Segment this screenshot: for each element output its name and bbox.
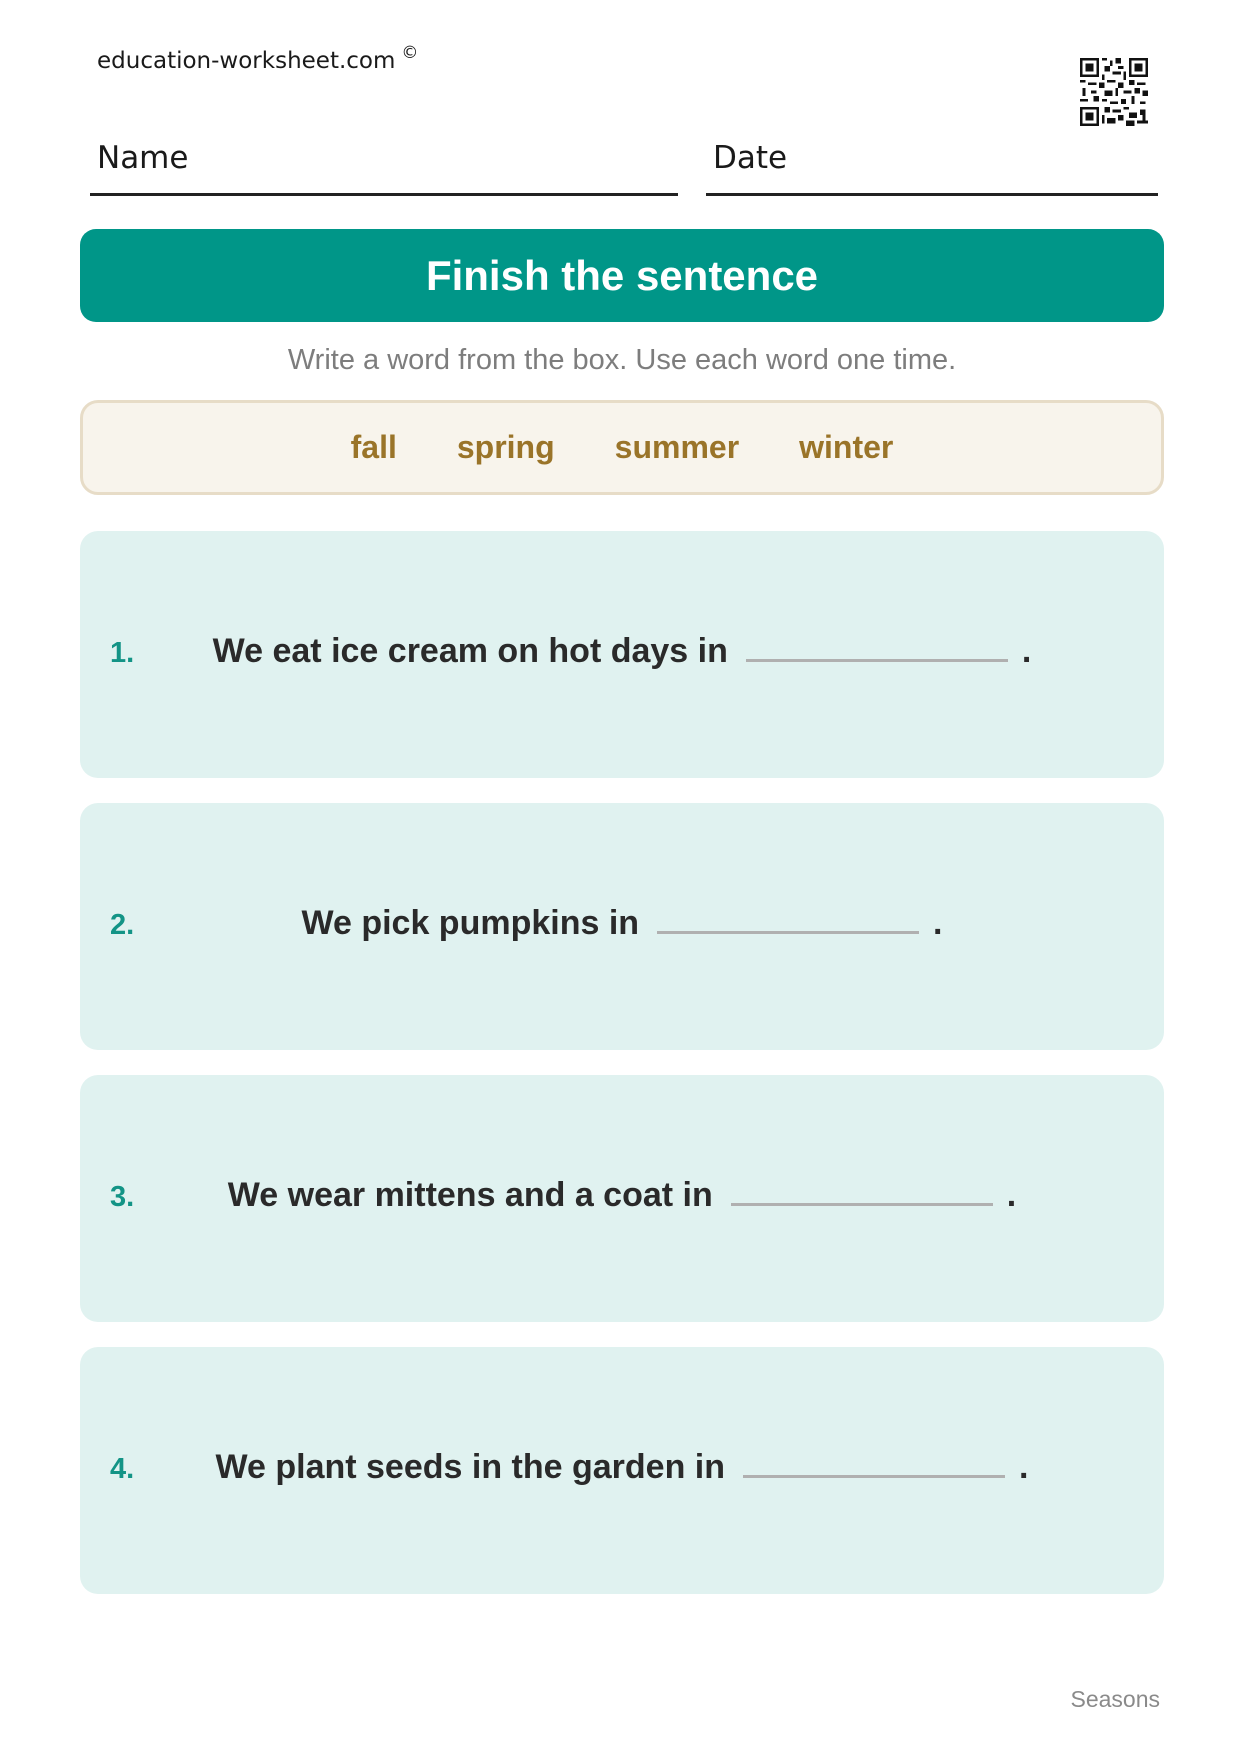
date-label: Date <box>713 140 788 176</box>
answer-blank[interactable] <box>731 1173 993 1206</box>
name-label: Name <box>97 140 189 176</box>
question-number: 2. <box>110 909 135 941</box>
question-end: . <box>1021 632 1032 670</box>
site-credit <box>97 43 419 74</box>
question-card-2 <box>80 803 1164 1050</box>
word-bank-item: winter <box>799 429 894 465</box>
instructions: Write a word from the box. Use each word one time. <box>287 344 957 376</box>
question-number: 4. <box>110 1453 135 1485</box>
question-text: We pick pumpkins in <box>301 904 640 942</box>
answer-blank[interactable] <box>743 1445 1005 1478</box>
question-number: 1. <box>110 637 135 669</box>
worksheet-title: Finish the sentence <box>425 251 819 299</box>
question-number: 3. <box>110 1181 135 1213</box>
question-card-1 <box>80 531 1164 778</box>
question-end: . <box>933 904 943 942</box>
question-sentence <box>80 629 1164 671</box>
question-sentence <box>80 901 1164 943</box>
word-bank <box>80 400 1164 495</box>
question-end: . <box>1019 1448 1029 1486</box>
worksheet-topic: Seasons <box>1070 1686 1160 1712</box>
name-field[interactable] <box>90 140 678 196</box>
site-name: education-worksheet.com <box>97 48 396 74</box>
question-text: We plant seeds in the garden in <box>215 1448 725 1486</box>
qr-code-icon <box>1080 58 1148 126</box>
question-end: . <box>1006 1176 1017 1214</box>
question-card-3 <box>80 1075 1164 1322</box>
copyright-symbol: © <box>401 43 419 63</box>
question-sentence <box>80 1173 1164 1215</box>
question-card-4 <box>80 1347 1164 1594</box>
word-bank-item: spring <box>456 429 555 465</box>
answer-blank[interactable] <box>746 629 1008 662</box>
answer-blank[interactable] <box>657 901 919 934</box>
question-text: We eat ice cream on hot days in <box>212 632 728 670</box>
question-sentence <box>80 1445 1164 1487</box>
word-bank-item: summer <box>614 429 740 465</box>
worksheet-title-banner <box>80 229 1164 322</box>
word-bank-item: fall <box>350 429 397 465</box>
date-field[interactable] <box>706 140 1158 196</box>
question-text: We wear mittens and a coat in <box>227 1176 713 1214</box>
